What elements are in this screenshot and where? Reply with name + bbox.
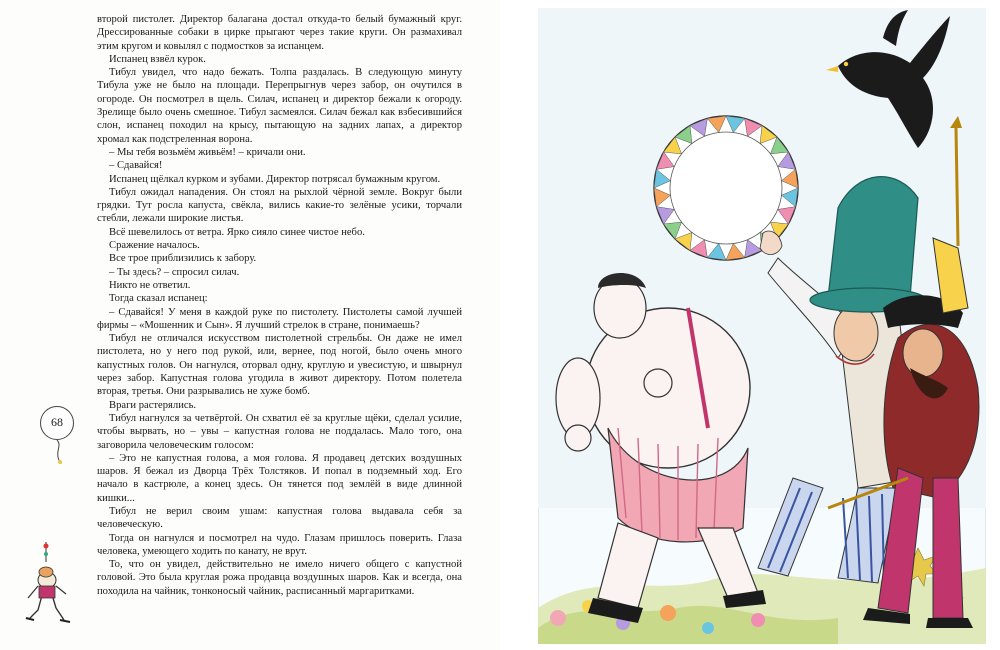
paragraph: – Мы тебя возьмём живьём! – кричали они.: [109, 146, 306, 158]
tightrope-walker-icon: [20, 540, 75, 640]
story-text: [97, 13, 462, 598]
paragraph: Тибул нагнулся за четвёртой. Он схватил её за круглые щёки, сделал усилие, чтобы вырвать, но – увы – капустная голова не поддалась. Мало того, она заговорила человеческим голосом:: [97, 412, 462, 451]
paragraph: Тибул не верил своим ушам: капустная голова выдавала себя за человеческую.: [97, 505, 462, 531]
paragraph: – Сдавайся! У меня в каждой руке по пистолету. Пистолеты самой лучшей фирмы – «Мошенник и Сын». Я лучший стрелок в стране, понимаешь?: [97, 306, 462, 331]
paragraph: Тогда он нагнулся и посмотрел на чудо. Глазам пришлось поверить. Глаза человека, умеющего ходить по канату, не врут.: [97, 532, 462, 557]
paragraph: второй пистолет. Директор балагана достал откуда-то белый бумажный круг. Дрессированные собаки в цирке прыгают через такие круги. Он размахивал этим кругом и ковылял с подмостков за испанцем.: [97, 14, 462, 52]
paragraph: Враги растерялись.: [109, 399, 197, 411]
paragraph: – Сдавайся!: [109, 160, 163, 172]
paragraph: Тибул увидел, что надо бежать. Толпа раздалась. В следующую минуту Тибула уже не было на площади. Перепрыгнув через забор, он очутился в огороде. Он посмотрел в щель. Силач, испанец и директор бежали к огороду. Зрелище было очень смешное. Тибул засмеялся. Силач бежал как взбесившийся слон, испанец походил на крысу, пытающую на задних лапах, а директор хромал как подстреленная ворона.: [97, 67, 462, 145]
page-number: 68: [40, 406, 74, 440]
balloon-string-icon: [55, 440, 67, 464]
paragraph: То, что он увидел, действительно не имело ничего общего с капустной головой. Это была круглая рожа продавца воздушных шаров. Как и всегда, она походила на чайник, тонконосый чайник, расписанный маргаритками.: [97, 559, 462, 597]
paragraph: Испанец взвёл курок.: [109, 53, 206, 65]
paragraph: Все трое приблизились к забору.: [109, 253, 257, 265]
illustration: [538, 8, 986, 644]
paragraph: Всё шевелилось от ветра. Ярко сияло синее чистое небо.: [109, 226, 365, 238]
paragraph: Тибул не отличался искусством пистолетной стрельбы. Он даже не имел пистолета, но у него под рукой, или, вернее, под ногой, было очень много капустных голов. Он нагнулся, оторвал одну, круглую и увесистую, и швырнул через забор. Капустная голова угодила в живот директору. Потом полетела вторая, третья. Они разрывались не хуже бомб.: [97, 333, 462, 398]
paragraph: Испанец щёлкал курком и зубами. Директор потрясал бумажным кругом.: [109, 173, 441, 185]
paragraph: Сражение началось.: [109, 240, 200, 252]
paragraph: Тибул ожидал нападения. Он стоял на рыхлой чёрной земле. Вокруг были грядки. Тут росла капуста, свёкла, вились какие-то зелёные усики, торчали стебли, лежали широкие листья.: [97, 186, 462, 225]
paragraph: – Ты здесь? – спросил силач.: [109, 266, 240, 278]
paragraph: Никто не ответил.: [109, 279, 191, 291]
paragraph: – Это не капустная голова, а моя голова. Я продавец детских воздушных шаров. Я бежал из Дворца Трёх Толстяков. И попал в подземный ход. Его начало в кастрюле, а конец здесь. Он тянется под землёй в виде длинной кишки...: [97, 452, 462, 504]
paragraph: Тогда сказал испанец:: [109, 293, 208, 305]
